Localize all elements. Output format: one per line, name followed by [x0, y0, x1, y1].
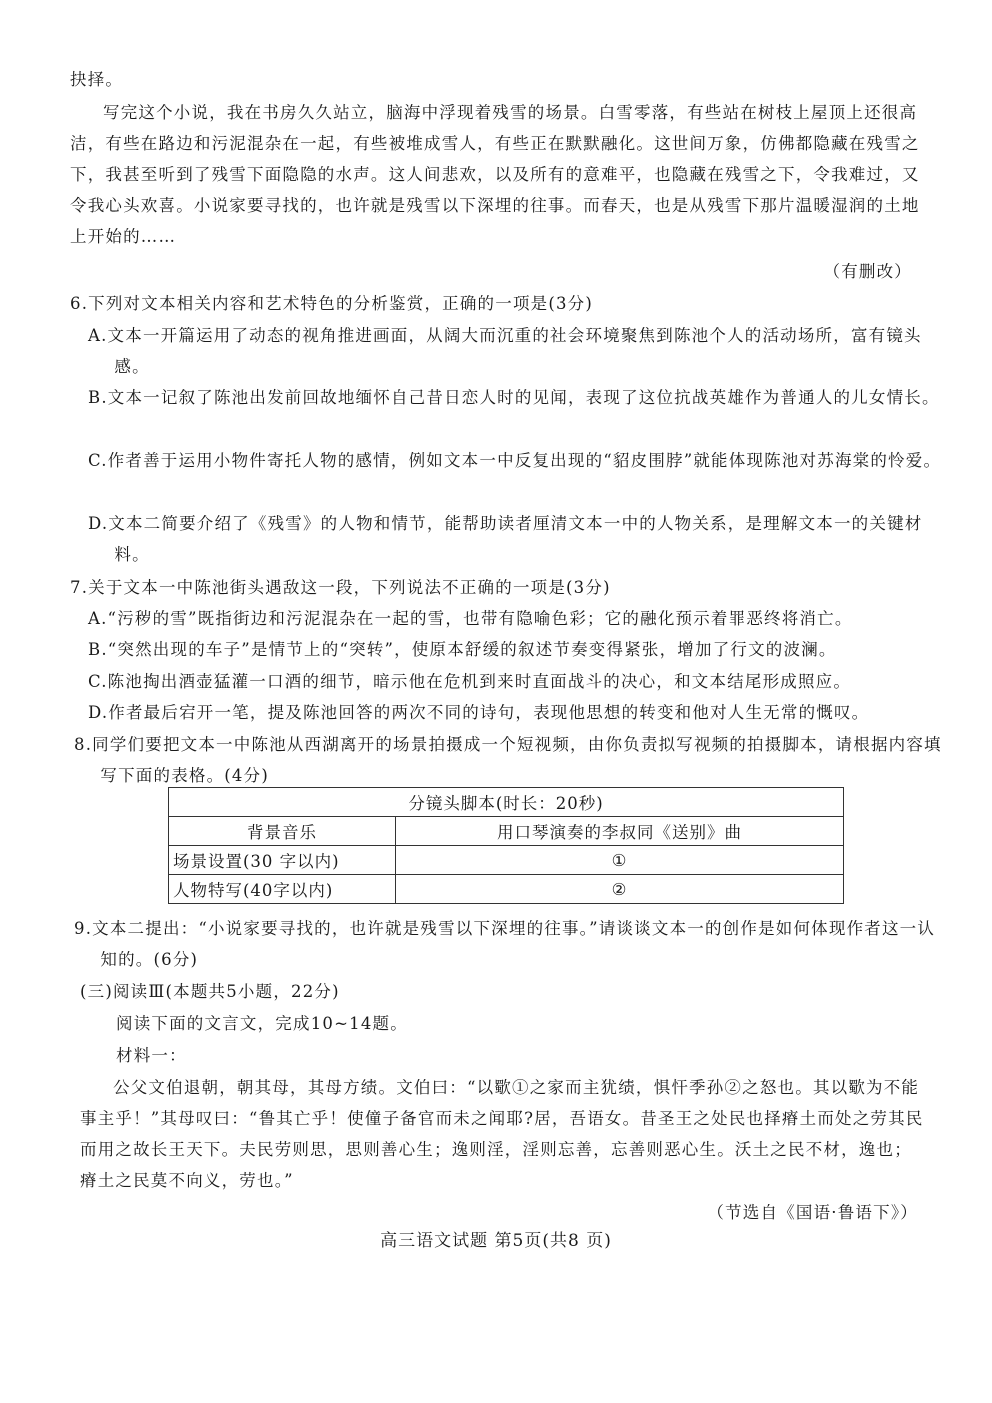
table-row: [169, 875, 844, 904]
question-6-stem: 6.下列对文本相关内容和艺术特色的分析鉴赏，正确的一项是(3分): [70, 294, 594, 313]
passage-line-top: 抉择。: [70, 70, 124, 89]
question-7-stem: 7.关于文本一中陈池街头遇敌这一段，下列说法不正确的一项是(3分): [70, 578, 611, 597]
passage-paragraph: 写完这个小说，我在书房久久站立，脑海中浮现着残雪的场景。白雪零落，有些站在树枝上屋顶上还很高洁，有些在路边和污泥混杂在一起，有些被堆成雪人，有些正在默默融化。这世间万象，仿佛都隐藏在残雪之下，我甚至听到了残雪下面隐隐的水声。这人间悲欢，以及所有的意难平，也隐藏在残雪之下，令我难过，又令我心头欢喜。小说家要寻找的，也许就是残雪以下深埋的往事。而春天，也是从残雪下那片温暖湿润的土地上开始的……: [70, 103, 920, 246]
table-title-row: [169, 788, 844, 817]
question-6-option-d: D.文本二简要介绍了《残雪》的人物和情节，能帮助读者厘清文本一中的人物关系，是理解文本一的关键材料。: [88, 514, 923, 564]
question-6-option-b: B.文本一记叙了陈池出发前回故地缅怀自己昔日恋人时的见闻，表现了这位抗战英雄作为普通人的儿女情长。: [88, 388, 940, 407]
question-6-option-a: A.文本一开篇运用了动态的视角推进画面，从阔大而沉重的社会环境聚焦到陈池个人的活动场所，富有镜头感。: [88, 326, 922, 376]
classical-text: 公父文伯退朝，朝其母，其母方绩。文伯曰：“以歜①之家而主犹绩，惧忓季孙②之怒也。其以歜为不能事主乎！”其母叹曰：“鲁其亡乎！使僮子备官而未之闻耶?居，吾语女。昔圣王之处民也择瘠土而处之劳其民而用之故长王天下。夫民劳则思，思则善心生；逸则淫，淫则忘善，忘善则恶心生。沃土之民不材，逸也；瘠土之民莫不向义，劳也。”: [80, 1078, 924, 1190]
material-label: 材料一：: [116, 1046, 187, 1065]
row-label-music: 背景音乐: [169, 817, 396, 846]
question-6-option-c: C.作者善于运用小物件寄托人物的感情，例如文本一中反复出现的“貂皮围脖”就能体现陈池对苏海棠的怜爱。: [88, 451, 942, 470]
page-footer: 高三语文试题 第5页(共8 页): [380, 1231, 612, 1251]
row-label-character: 人物特写(40字以内): [169, 875, 396, 904]
question-7-option-d: D.作者最后宕开一笔，提及陈池回答的两次不同的诗句，表现他思想的转变和他对人生无常的慨叹。: [88, 703, 870, 722]
row-value-scene: ①: [396, 846, 844, 875]
section-3-instruction: 阅读下面的文言文，完成10~14题。: [116, 1014, 408, 1033]
section-3-heading: (三)阅读Ⅲ(本题共5小题，22分): [80, 982, 340, 1001]
table-row: [169, 817, 844, 846]
row-label-scene: 场景设置(30 字以内): [169, 846, 396, 875]
classical-source: （节选自《国语·鲁语下》）: [707, 1203, 918, 1222]
passage-note: （有删改）: [823, 262, 912, 281]
question-7-option-a: A.“污秽的雪”既指街边和污泥混杂在一起的雪，也带有隐喻色彩；它的融化预示着罪恶终将消亡。: [88, 609, 853, 628]
question-9-stem: 9.文本二提出：“小说家要寻找的，也许就是残雪以下深埋的往事。”请谈谈文本一的创作是如何体现作者这一认知的。(6分): [74, 919, 936, 969]
table-title: 分镜头脚本(时长：20秒): [169, 788, 844, 817]
question-7-option-b: B.“突然出现的车子”是情节上的“突转”，使原本舒缓的叙述节奏变得紧张，增加了行文的波澜。: [88, 640, 837, 659]
row-value-character: ②: [396, 875, 844, 904]
question-7-option-c: C.陈池掏出酒壶猛灌一口酒的细节，暗示他在危机到来时直面战斗的决心，和文本结尾形成照应。: [88, 672, 852, 691]
question-8-stem: 8.同学们要把文本一中陈池从西湖离开的场景拍摄成一个短视频，由你负责拟写视频的拍摄脚本，请根据内容填写下面的表格。(4分): [74, 735, 942, 785]
row-value-music: 用口琴演奏的李叔同《送别》曲: [396, 817, 844, 846]
table-row: [169, 846, 844, 875]
storyboard-table: [168, 787, 844, 904]
